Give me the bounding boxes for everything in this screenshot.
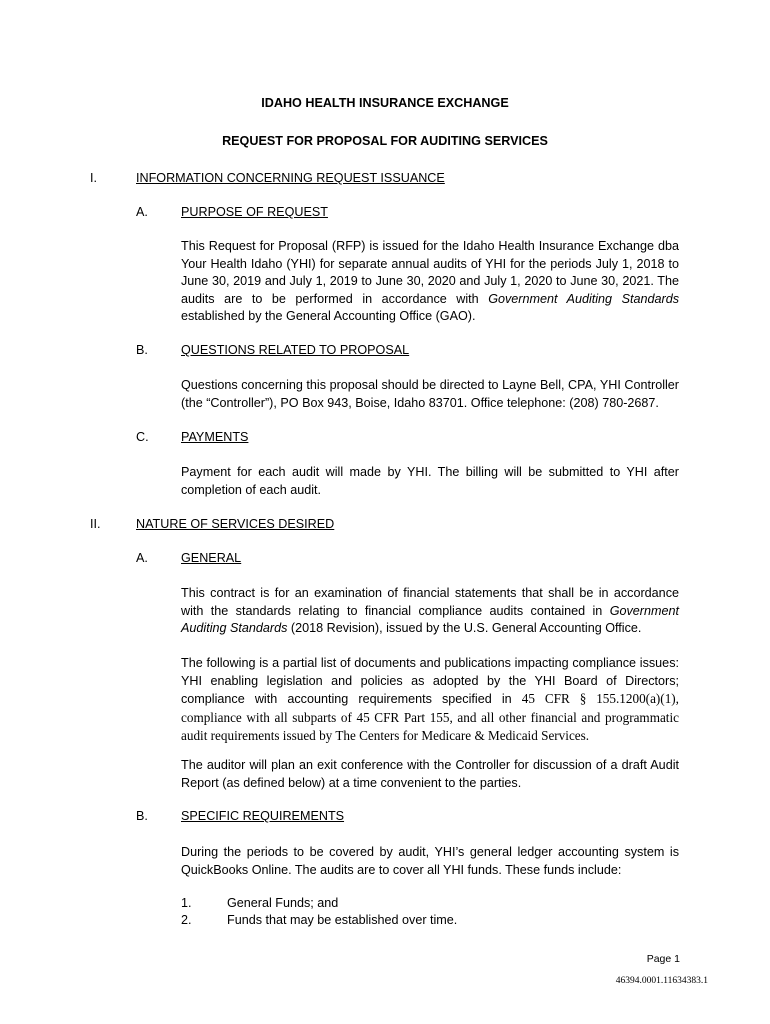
subsection-heading: PAYMENTS: [181, 430, 249, 444]
general-paragraph-3: The auditor will plan an exit conference with the Controller for discussion of a draft Audit Report (as defined below) at a time convenient to the parties.: [181, 758, 679, 790]
section-number: II.: [90, 517, 101, 531]
subsection-letter: A.: [136, 551, 148, 565]
subsection-heading: PURPOSE OF REQUEST: [181, 205, 328, 219]
section-heading: INFORMATION CONCERNING REQUEST ISSUANCE: [136, 171, 445, 185]
regulation-text: 45 CFR § 155.1200(a)(1), compliance with all subparts of 45 CFR Part 155, and all other financial and programmatic audit requirements issued by The Centers for Medicare & Medicaid Services.: [181, 691, 679, 744]
subsection-heading: SPECIFIC REQUIREMENTS: [181, 809, 345, 823]
subsection-heading: GENERAL: [181, 551, 242, 565]
subsection-letter: B.: [136, 343, 148, 357]
subsection-letter: B.: [136, 809, 148, 823]
paragraph-text: established by the General Accounting Office (GAO).: [181, 309, 476, 324]
document-subtitle: REQUEST FOR PROPOSAL FOR AUDITING SERVICES: [222, 134, 548, 148]
questions-paragraph: Questions concerning this proposal should be directed to Layne Bell, CPA, YHI Controller (the “Controller”), PO Box 943, Boise, Idaho 83701. Office telephone: (208) 780-2687.: [181, 378, 679, 410]
document-id: 46394.0001.11634383.1: [615, 976, 708, 986]
list-item: General Funds; and: [227, 896, 339, 910]
paragraph-text: (2018 Revision), issued by the U.S. General Accounting Office.: [287, 621, 642, 636]
page-number: Page 1: [646, 953, 680, 965]
general-paragraph-1: [181, 585, 679, 638]
paragraph-text: The following is a partial list of documents and publications impacting compliance issues: YHI enabling legislation and policies as adopted by the YHI Board of Directors; compliance with accounting requirements specified in: [181, 656, 679, 707]
emphasis-text: Government Auditing Standards: [488, 291, 679, 306]
subsection-letter: A.: [136, 205, 148, 219]
paragraph-text: This contract is for an examination of financial statements that shall be in accordance with the standards relating to financial compliance audits contained in: [181, 586, 679, 618]
list-item: Funds that may be established over time.: [227, 913, 458, 927]
list-item-number: 1.: [181, 896, 192, 910]
emphasis-text: Government Auditing Standards: [181, 603, 679, 636]
section-number: I.: [90, 171, 97, 185]
specific-requirements-paragraph: During the periods to be covered by audit, YHI’s general ledger accounting system is QuickBooks Online. The audits are to cover all YHI funds. These funds include:: [181, 845, 679, 877]
subsection-letter: C.: [136, 430, 149, 444]
section-heading: NATURE OF SERVICES DESIRED: [136, 517, 335, 531]
payments-paragraph: Payment for each audit will made by YHI. The billing will be submitted to YHI after completion of each audit.: [181, 465, 679, 497]
list-item-number: 2.: [181, 913, 192, 927]
purpose-paragraph: [181, 238, 679, 326]
subsection-heading: QUESTIONS RELATED TO PROPOSAL: [181, 343, 410, 357]
general-paragraph-2: [181, 655, 679, 746]
document-title: IDAHO HEALTH INSURANCE EXCHANGE: [261, 96, 509, 110]
paragraph-text: This Request for Proposal (RFP) is issued for the Idaho Health Insurance Exchange dba Your Health Idaho (YHI) for separate annual audits of YHI for the periods July 1, 2018 to June 30, 2019 and July 1, 2019 to June 30, 2020 and July 1, 2020 to June 30, 2021. The audits are to be performed in accordance with: [181, 239, 679, 306]
